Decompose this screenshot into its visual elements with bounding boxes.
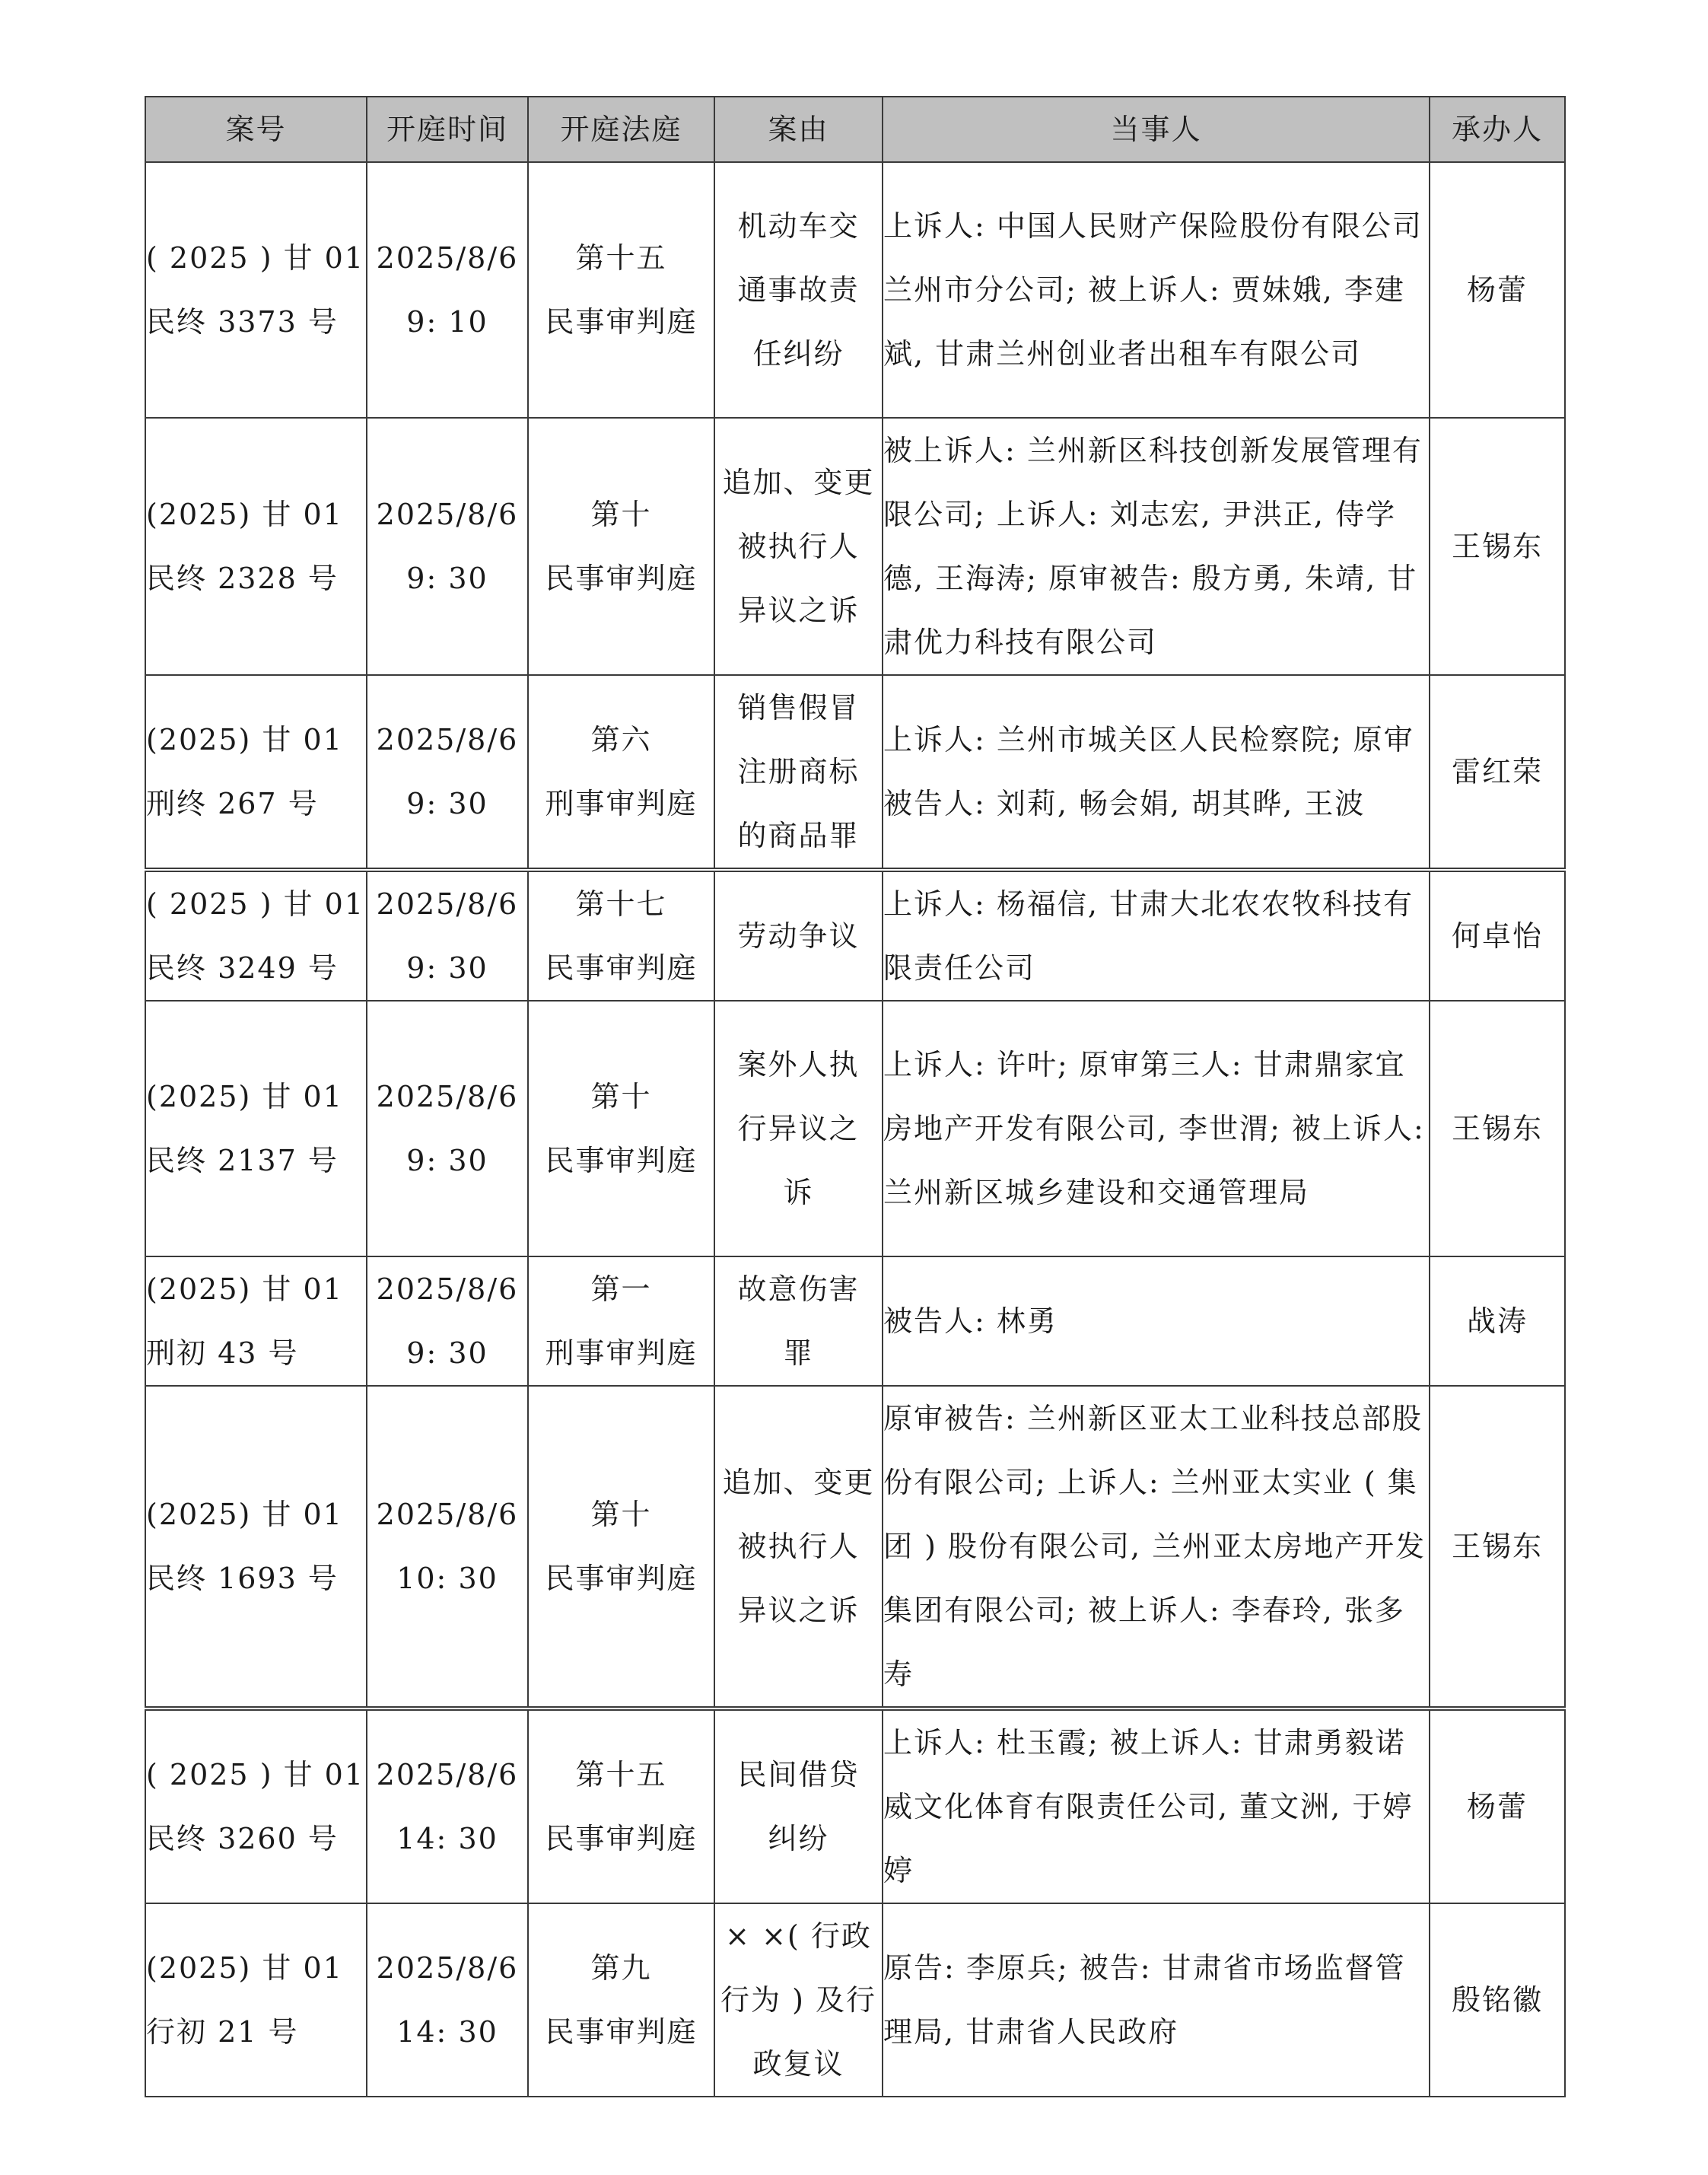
courtroom-number: 第十五 bbox=[575, 241, 667, 275]
case-number-cell bbox=[145, 1386, 367, 1708]
parties-cell bbox=[883, 1903, 1430, 2097]
judge-cell: 杨蕾 bbox=[1430, 1708, 1565, 1903]
case-number-cell bbox=[145, 1001, 367, 1256]
case-number-cell bbox=[145, 418, 367, 675]
table-row bbox=[145, 162, 1565, 418]
parties-cell bbox=[883, 1708, 1430, 1903]
table-body bbox=[145, 162, 1565, 2097]
courtroom-number: 第一 bbox=[590, 1272, 652, 1306]
table-row bbox=[145, 675, 1565, 870]
case-number-year: ( 2025 ) 甘 01 bbox=[146, 1758, 365, 1791]
courtroom-division: 民事审判庭 bbox=[545, 1822, 698, 1855]
hearing-clock: 9: 30 bbox=[406, 787, 488, 820]
courtroom-number: 第十 bbox=[590, 1498, 652, 1531]
header-case-no: 案号 bbox=[145, 97, 367, 162]
hearing-clock: 9: 30 bbox=[406, 1144, 488, 1177]
courtroom-division: 民事审判庭 bbox=[545, 1562, 698, 1595]
case-cause-line: 异议之诉 bbox=[737, 1594, 860, 1627]
hearing-time-cell bbox=[367, 870, 528, 1001]
case-number-cell bbox=[145, 1708, 367, 1903]
hearing-date: 2025/8/6 bbox=[376, 498, 519, 531]
case-number-serial: 民终 3373 号 bbox=[146, 305, 339, 339]
case-cause-line: 异议之诉 bbox=[737, 594, 860, 627]
courtroom-number: 第六 bbox=[590, 723, 652, 756]
hearing-date: 2025/8/6 bbox=[376, 1951, 519, 1985]
parties-text: 被上诉人: 兰州新区科技创新发展管理有限公司; 上诉人: 刘志宏, 尹洪正, 侍学德, 王海涛; 原审被告: 殷方勇, 朱靖, 甘肃优力科技有限公司 bbox=[883, 434, 1423, 659]
case-cause-line: 追加、变更 bbox=[722, 1466, 875, 1499]
parties-text: 上诉人: 杜玉霞; 被上诉人: 甘肃勇毅诺威文化体育有限责任公司, 董文洲, 于婷婷 bbox=[883, 1726, 1414, 1887]
hearing-clock: 14: 30 bbox=[396, 2015, 498, 2049]
courtroom-division: 民事审判庭 bbox=[545, 2015, 698, 2049]
case-cause-line: × ×( 行政 bbox=[725, 1919, 872, 1953]
hearing-clock: 14: 30 bbox=[396, 1822, 498, 1855]
table-row bbox=[145, 1903, 1565, 2097]
case-cause-cell bbox=[714, 418, 883, 675]
parties-cell bbox=[883, 418, 1430, 675]
case-number-year: ( 2025 ) 甘 01 bbox=[146, 887, 365, 921]
case-cause-line: 案外人执 bbox=[737, 1048, 860, 1081]
parties-text: 上诉人: 许叶; 原审第三人: 甘肃鼎家宜房地产开发有限公司, 李世渭; 被上诉人: 兰州新区城乡建设和交通管理局 bbox=[883, 1048, 1425, 1209]
case-number-serial: 行初 21 号 bbox=[146, 2015, 299, 2049]
parties-cell bbox=[883, 1256, 1430, 1386]
courtroom-cell bbox=[528, 870, 714, 1001]
case-number-serial: 民终 3260 号 bbox=[146, 1822, 339, 1855]
case-number-serial: 民终 3249 号 bbox=[146, 951, 339, 985]
table-row bbox=[145, 870, 1565, 1001]
case-number-serial: 民终 2328 号 bbox=[146, 562, 339, 595]
hearing-date: 2025/8/6 bbox=[376, 1498, 519, 1531]
case-number-cell bbox=[145, 1903, 367, 2097]
courtroom-division: 民事审判庭 bbox=[545, 562, 698, 595]
courtroom-number: 第十七 bbox=[575, 887, 667, 921]
case-number-cell bbox=[145, 870, 367, 1001]
case-number-year: (2025) 甘 01 bbox=[146, 1498, 343, 1531]
table-row bbox=[145, 418, 1565, 675]
header-judge: 承办人 bbox=[1430, 97, 1565, 162]
case-cause-line: 政复议 bbox=[752, 2047, 844, 2081]
case-cause-line: 劳动争议 bbox=[737, 919, 860, 953]
hearing-time-cell bbox=[367, 1903, 528, 2097]
hearing-clock: 9: 10 bbox=[406, 305, 488, 339]
case-number-year: (2025) 甘 01 bbox=[146, 1272, 343, 1306]
courtroom-cell bbox=[528, 1256, 714, 1386]
case-cause-cell bbox=[714, 1708, 883, 1903]
parties-text: 被告人: 林勇 bbox=[883, 1304, 1058, 1338]
hearing-time-cell bbox=[367, 675, 528, 870]
parties-cell bbox=[883, 162, 1430, 418]
case-cause-line: 民间借贷 bbox=[737, 1758, 860, 1791]
judge-cell: 雷红荣 bbox=[1430, 675, 1565, 870]
courtroom-number: 第十 bbox=[590, 1080, 652, 1113]
case-cause-line: 被执行人 bbox=[737, 1530, 860, 1563]
case-cause-line: 行为 ) 及行 bbox=[720, 1983, 876, 2017]
parties-text: 上诉人: 杨福信, 甘肃大北农农牧科技有限责任公司 bbox=[883, 887, 1414, 985]
judge-cell: 殷铭徽 bbox=[1430, 1903, 1565, 2097]
case-cause-line: 被执行人 bbox=[737, 530, 860, 563]
parties-cell bbox=[883, 1001, 1430, 1256]
hearing-date: 2025/8/6 bbox=[376, 241, 519, 275]
judge-cell: 王锡东 bbox=[1430, 1386, 1565, 1708]
case-cause-cell bbox=[714, 675, 883, 870]
judge-cell: 王锡东 bbox=[1430, 418, 1565, 675]
hearing-time-cell bbox=[367, 1001, 528, 1256]
header-parties: 当事人 bbox=[883, 97, 1430, 162]
hearing-date: 2025/8/6 bbox=[376, 723, 519, 756]
case-number-cell bbox=[145, 675, 367, 870]
courtroom-cell bbox=[528, 162, 714, 418]
courtroom-cell bbox=[528, 1903, 714, 2097]
case-cause-line: 纠纷 bbox=[768, 1822, 829, 1855]
hearing-date: 2025/8/6 bbox=[376, 887, 519, 921]
hearing-clock: 10: 30 bbox=[396, 1562, 498, 1595]
case-cause-line: 的商品罪 bbox=[737, 819, 860, 852]
case-cause-line: 故意伤害 bbox=[737, 1272, 860, 1306]
case-cause-line: 诉 bbox=[783, 1176, 814, 1209]
case-number-year: (2025) 甘 01 bbox=[146, 1080, 343, 1113]
case-cause-line: 追加、变更 bbox=[722, 466, 875, 499]
judge-cell: 王锡东 bbox=[1430, 1001, 1565, 1256]
case-number-cell bbox=[145, 162, 367, 418]
courtroom-cell bbox=[528, 1001, 714, 1256]
courtroom-division: 民事审判庭 bbox=[545, 1144, 698, 1177]
case-cause-line: 通事故责 bbox=[737, 273, 860, 307]
case-cause-cell bbox=[714, 1256, 883, 1386]
parties-cell bbox=[883, 675, 1430, 870]
case-cause-line: 注册商标 bbox=[737, 755, 860, 788]
hearing-clock: 9: 30 bbox=[406, 1336, 488, 1370]
parties-cell bbox=[883, 1386, 1430, 1708]
case-number-year: ( 2025 ) 甘 01 bbox=[146, 241, 365, 275]
table-header-row bbox=[145, 97, 1565, 162]
courtroom-cell bbox=[528, 1386, 714, 1708]
case-cause-line: 销售假冒 bbox=[737, 691, 860, 724]
courtroom-division: 民事审判庭 bbox=[545, 951, 698, 985]
case-number-serial: 民终 2137 号 bbox=[146, 1144, 339, 1177]
courtroom-division: 刑事审判庭 bbox=[545, 1336, 698, 1370]
judge-cell: 战涛 bbox=[1430, 1256, 1565, 1386]
case-number-serial: 刑终 267 号 bbox=[146, 787, 319, 820]
hearing-time-cell bbox=[367, 162, 528, 418]
hearing-clock: 9: 30 bbox=[406, 562, 488, 595]
hearing-time-cell bbox=[367, 1256, 528, 1386]
courtroom-division: 刑事审判庭 bbox=[545, 787, 698, 820]
courtroom-division: 民事审判庭 bbox=[545, 305, 698, 339]
parties-text: 上诉人: 兰州市城关区人民检察院; 原审被告人: 刘莉, 畅会娟, 胡其晔, 王波 bbox=[883, 723, 1414, 820]
header-court: 开庭法庭 bbox=[528, 97, 714, 162]
table-row bbox=[145, 1708, 1565, 1903]
hearing-clock: 9: 30 bbox=[406, 951, 488, 985]
case-cause-cell bbox=[714, 162, 883, 418]
table-row bbox=[145, 1386, 1565, 1708]
courtroom-cell bbox=[528, 418, 714, 675]
courtroom-cell bbox=[528, 675, 714, 870]
hearing-date: 2025/8/6 bbox=[376, 1758, 519, 1791]
hearing-time-cell bbox=[367, 1708, 528, 1903]
case-number-cell bbox=[145, 1256, 367, 1386]
case-cause-line: 行异议之 bbox=[737, 1112, 860, 1145]
parties-text: 原告: 李原兵; 被告: 甘肃省市场监督管理局, 甘肃省人民政府 bbox=[883, 1951, 1406, 2049]
table-row bbox=[145, 1256, 1565, 1386]
header-cause: 案由 bbox=[714, 97, 883, 162]
judge-cell: 何卓怡 bbox=[1430, 870, 1565, 1001]
case-number-serial: 刑初 43 号 bbox=[146, 1336, 299, 1370]
hearing-date: 2025/8/6 bbox=[376, 1272, 519, 1306]
hearing-schedule-table bbox=[145, 96, 1566, 2097]
hearing-time-cell bbox=[367, 1386, 528, 1708]
case-cause-cell bbox=[714, 870, 883, 1001]
parties-text: 上诉人: 中国人民财产保险股份有限公司兰州市分公司; 被上诉人: 贾妹娥, 李建斌, 甘肃兰州创业者出租车有限公司 bbox=[883, 209, 1423, 371]
case-number-serial: 民终 1693 号 bbox=[146, 1562, 339, 1595]
case-cause-cell bbox=[714, 1386, 883, 1708]
judge-cell: 杨蕾 bbox=[1430, 162, 1565, 418]
hearing-time-cell bbox=[367, 418, 528, 675]
hearing-date: 2025/8/6 bbox=[376, 1080, 519, 1113]
parties-cell bbox=[883, 870, 1430, 1001]
case-cause-line: 任纠纷 bbox=[752, 337, 844, 371]
case-number-year: (2025) 甘 01 bbox=[146, 723, 343, 756]
parties-text: 原审被告: 兰州新区亚太工业科技总部股份有限公司; 上诉人: 兰州亚太实业 ( 集团 ) 股份有限公司, 兰州亚太房地产开发集团有限公司; 被上诉人: 李春玲, 张多寿 bbox=[883, 1402, 1427, 1691]
courtroom-number: 第十 bbox=[590, 498, 652, 531]
case-cause-line: 罪 bbox=[783, 1336, 814, 1370]
case-cause-cell bbox=[714, 1001, 883, 1256]
case-number-year: (2025) 甘 01 bbox=[146, 498, 343, 531]
case-number-year: (2025) 甘 01 bbox=[146, 1951, 343, 1985]
hearing-schedule bbox=[145, 96, 1564, 2097]
courtroom-number: 第九 bbox=[590, 1951, 652, 1985]
header-time: 开庭时间 bbox=[367, 97, 528, 162]
courtroom-number: 第十五 bbox=[575, 1758, 667, 1791]
case-cause-cell bbox=[714, 1903, 883, 2097]
courtroom-cell bbox=[528, 1708, 714, 1903]
case-cause-line: 机动车交 bbox=[737, 209, 860, 243]
table-row bbox=[145, 1001, 1565, 1256]
